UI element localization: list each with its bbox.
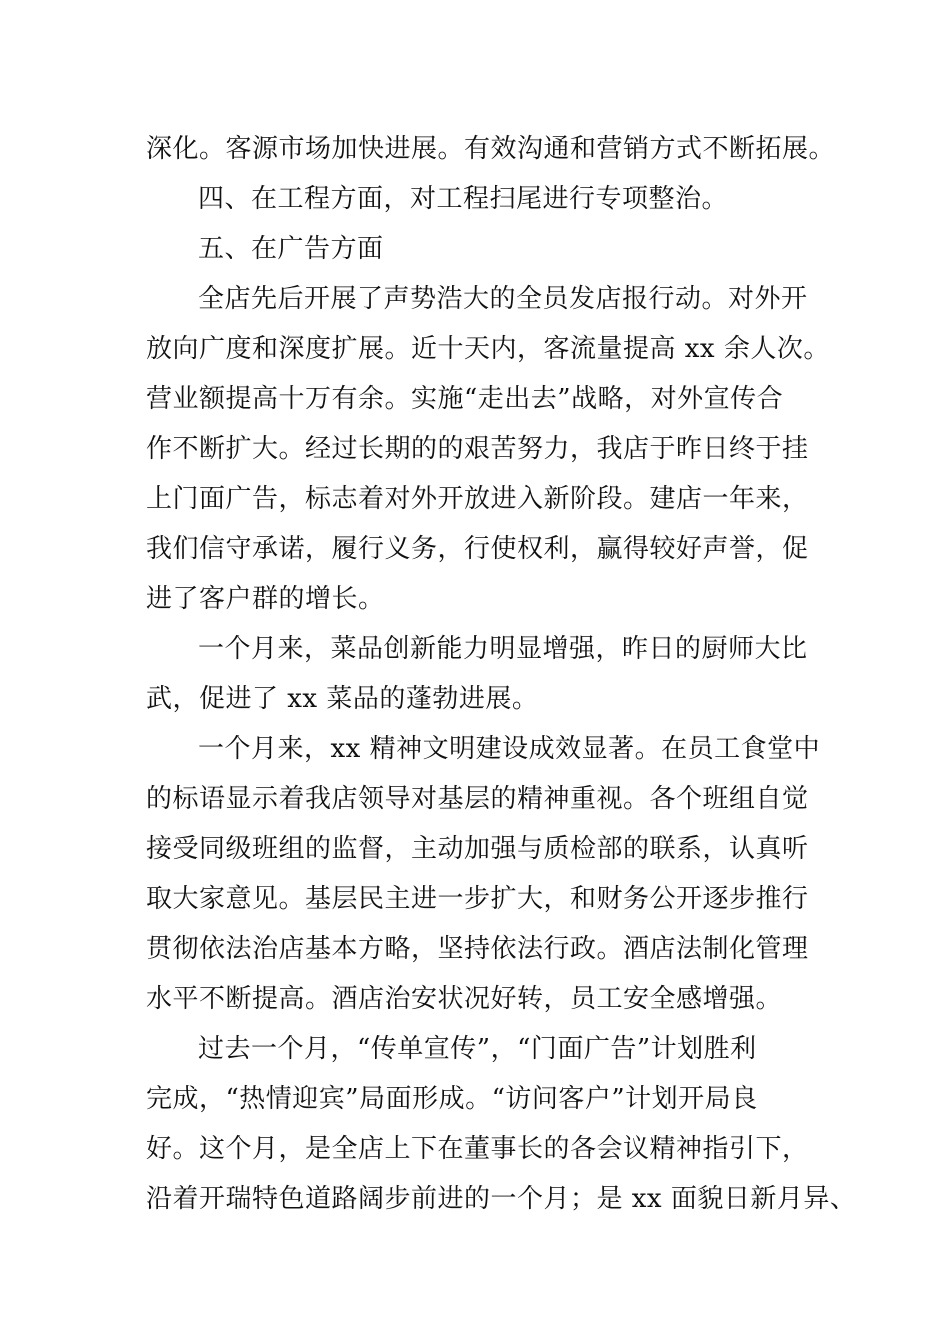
text-line: 深化。客源市场加快进展。有效沟通和营销方式不断拓展。 [146,134,836,164]
document-body [146,124,857,1224]
text-line: 一个月来，xx 精神文明建设成效显著。在员工食堂中 [198,734,821,764]
text-line: 我们信守承诺，履行义务，行使权利，赢得较好声誉，促 [146,534,809,564]
text-line: 全店先后开展了声势浩大的全员发店报行动。对外开 [198,284,808,314]
text-line: 放向广度和深度扩展。近十天内，客流量提高 xx 余人次。 [146,334,830,364]
text-line: 四、在工程方面，对工程扫尾进行专项整治。 [198,184,729,214]
text-line: 的标语显示着我店领导对基层的精神重视。各个班组自觉 [146,784,809,814]
text-line: 营业额提高十万有余。实施“走出去”战略，对外宣传合 [146,384,784,414]
text-line: 好。这个月，是全店上下在董事长的各会议精神指引下， [146,1134,809,1164]
text-line: 上门面广告，标志着对外开放进入新阶段。建店一年来， [146,484,809,514]
text-line: 取大家意见。基层民主进一步扩大，和财务公开逐步推行 [146,884,809,914]
text-line: 完成，“热情迎宾”局面形成。“访问客户”计划开局良 [146,1084,758,1114]
text-line: 武，促进了 xx 菜品的蓬勃进展。 [146,684,539,714]
text-line: 进了客户群的增长。 [146,584,385,614]
text-line: 水平不断提高。酒店治安状况好转，员工安全感增强。 [146,984,783,1014]
text-line: 沿着开瑞特色道路阔步前进的一个月；是 xx 面貌日新月异、 [146,1184,857,1214]
text-line: 作不断扩大。经过长期的的艰苦努力，我店于昨日终于挂 [146,434,809,464]
text-line: 过去一个月，“传单宣传”，“门面广告”计划胜利 [198,1034,757,1064]
text-line: 一个月来，菜品创新能力明显增强，昨日的厨师大比 [198,634,808,664]
text-line: 接受同级班组的监督，主动加强与质检部的联系，认真听 [146,834,809,864]
text-line: 贯彻依法治店基本方略，坚持依法行政。酒店法制化管理 [146,934,809,964]
text-line: 五、在广告方面 [198,234,384,264]
